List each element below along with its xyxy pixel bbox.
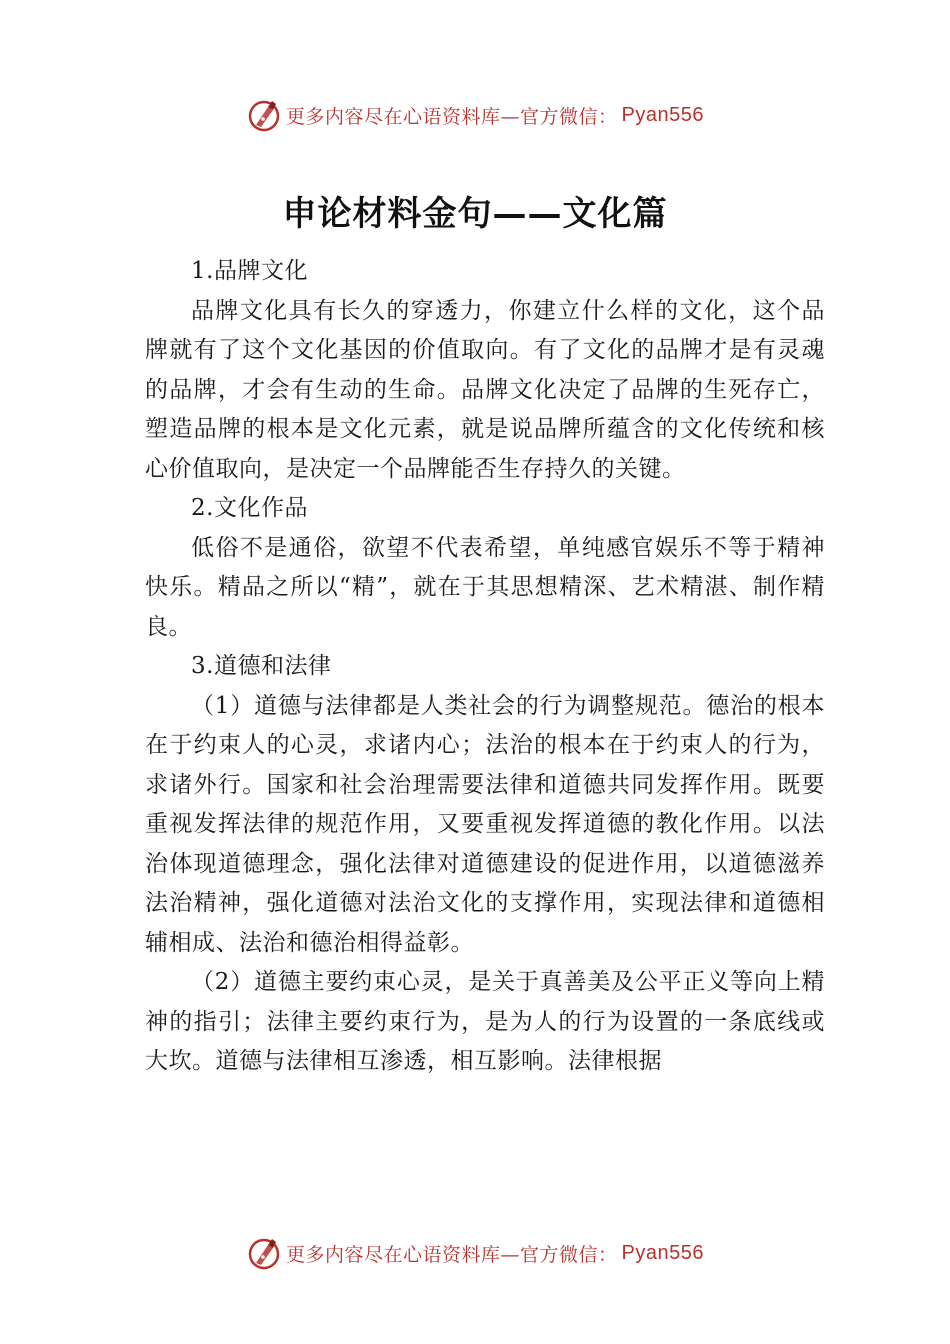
section-heading: 2.文化作品 [191, 495, 308, 521]
watermark-wechat-id: Pyan556 [621, 1241, 704, 1264]
section-heading: 1.品牌文化 [191, 258, 308, 284]
watermark-text: 更多内容尽在心语资料库—官方微信： [286, 105, 618, 128]
section-paragraph: （2）道德主要约束心灵，是关于真善美及公平正义等向上精神的指引；法律主要约束行为，是为人的行为设置的一条底线或大坎。道德与法律相互渗透，相互影响。法律根据 [145, 969, 825, 1074]
header-watermark [0, 95, 950, 135]
footer-watermark [0, 1233, 950, 1273]
section-paragraph: 品牌文化具有长久的穿透力，你建立什么样的文化，这个品牌就有了这个文化基因的价值取向。有了文化的品牌才是有灵魂的品牌，才会有生动的生命。品牌文化决定了品牌的生死存亡，塑造品牌的根本是文化元素，就是说品牌所蕴含的文化传统和核心价值取向，是决定一个品牌能否生存持久的关键。 [145, 297, 825, 482]
watermark-text: 更多内容尽在心语资料库—官方微信： [286, 1243, 618, 1266]
section-heading: 3.道德和法律 [191, 653, 332, 679]
pen-nib-logo-icon [246, 97, 282, 133]
watermark-wechat-id: Pyan556 [621, 103, 704, 126]
section-paragraph: 低俗不是通俗，欲望不代表希望，单纯感官娱乐不等于精神快乐。精品之所以“精”，就在于其思想精深、艺术精湛、制作精良。 [145, 534, 825, 640]
pen-nib-logo-icon [246, 1235, 282, 1271]
document-title: 申论材料金句——文化篇 [282, 194, 668, 234]
section-paragraph: （1）道德与法律都是人类社会的行为调整规范。德治的根本在于约束人的心灵，求诸内心；法治的根本在于约束人的行为，求诸外行。国家和社会治理需要法律和道德共同发挥作用。既要重视发挥法律的规范作用，又要重视发挥道德的教化作用。以法治体现道德理念，强化法律对道德建设的促进作用，以道德滋养法治精神，强化道德对法治文化的支撑作用，实现法律和道德相辅相成、法治和德治相得益彰。 [145, 692, 825, 956]
document-body [145, 252, 825, 1082]
